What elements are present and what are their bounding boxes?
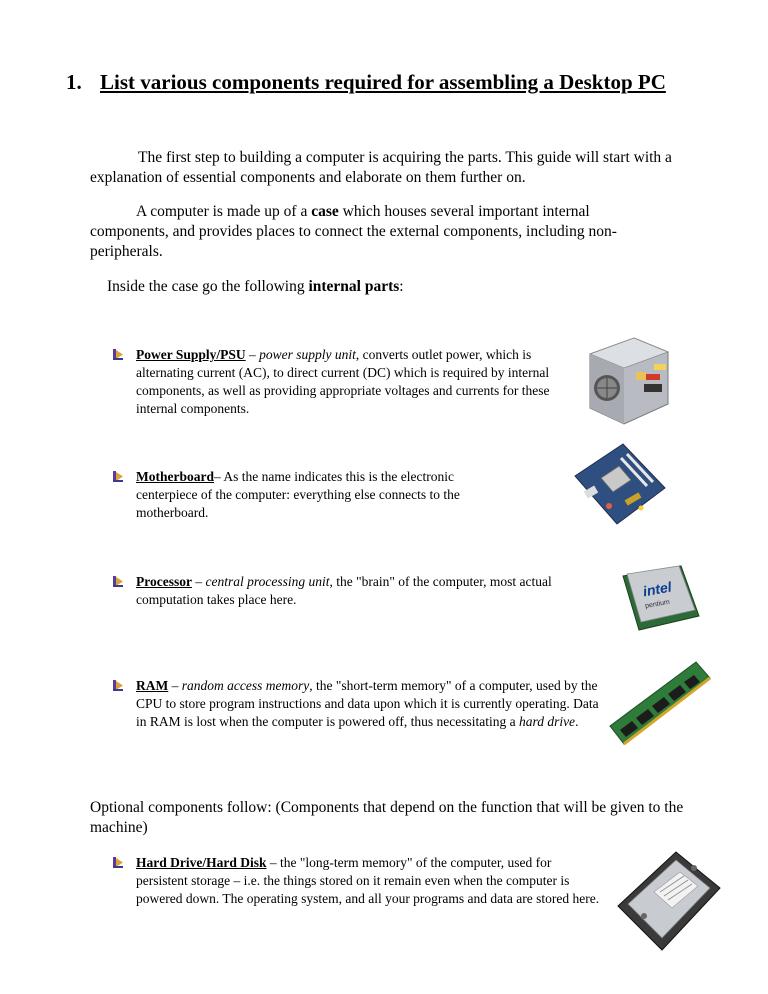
intro-paragraph-1: The first step to building a computer is acquiring the parts. This guide will start with a explanation of essential components and elaborate on them further on. [90,149,672,186]
processor-term: Processor [136,574,192,589]
motherboard-term: Motherboard [136,469,214,484]
intro-paragraph-3: Inside the case go the following internal parts: [107,278,404,295]
intel-logo: intel [641,578,673,600]
bullet-icon [113,576,123,587]
processor-image [617,562,703,634]
hard-drive-term: Hard Drive/Hard Disk [136,855,267,870]
psu-term: Power Supply/PSU [136,347,246,362]
list-item-processor: Processor – central processing unit, the "brain" of the computer, most actual computation takes place here. [136,574,552,607]
hard-drive-image [614,846,724,956]
list-item-ram: RAM – random access memory, the "short-term memory" of a computer, used by the CPU to store program instructions and data upon which it is currently operating. Data in RAM is lost when the computer is powered off, thus necessitating a hard drive. [136,678,599,729]
bullet-icon [113,680,123,691]
heading-number: 1. [66,70,82,94]
case-term: case [311,203,339,220]
list-item-psu: Power Supply/PSU – power supply unit, converts outlet power, which is alternating current (AC), to direct current (DC) which is required by internal components, as well as providing appropriate voltages and currents for these internal components. [136,347,550,416]
bullet-icon [113,471,123,482]
ram-term: RAM [136,678,169,693]
pentium-label: pentium [644,598,671,611]
intro-paragraph-2: A computer is made up of a case which houses several important internal components, and provides places to connect the external components, including non-peripherals. [90,203,617,260]
power-supply-image [584,334,672,430]
list-item-motherboard: Motherboard– As the name indicates this is the electronic centerpiece of the computer: everything else connects to the motherboard. [136,469,460,520]
ram-image [606,656,714,752]
bullet-icon [113,349,123,360]
optional-components-intro: Optional components follow: (Components that depend on the function that will be given to the machine) [90,799,684,836]
list-item-hard-drive: Hard Drive/Hard Disk – the "long-term memory" of the computer, used for persistent storage – i.e. the things stored on it remain even when the computer is powered down. The operating system, and all your programs and data are stored here. [136,855,600,906]
internal-parts-term: internal parts [308,278,400,295]
bullet-icon [113,857,123,868]
page-heading [66,70,666,95]
motherboard-image [571,440,667,528]
heading-title: List various components required for assembling a Desktop PC [100,70,666,94]
